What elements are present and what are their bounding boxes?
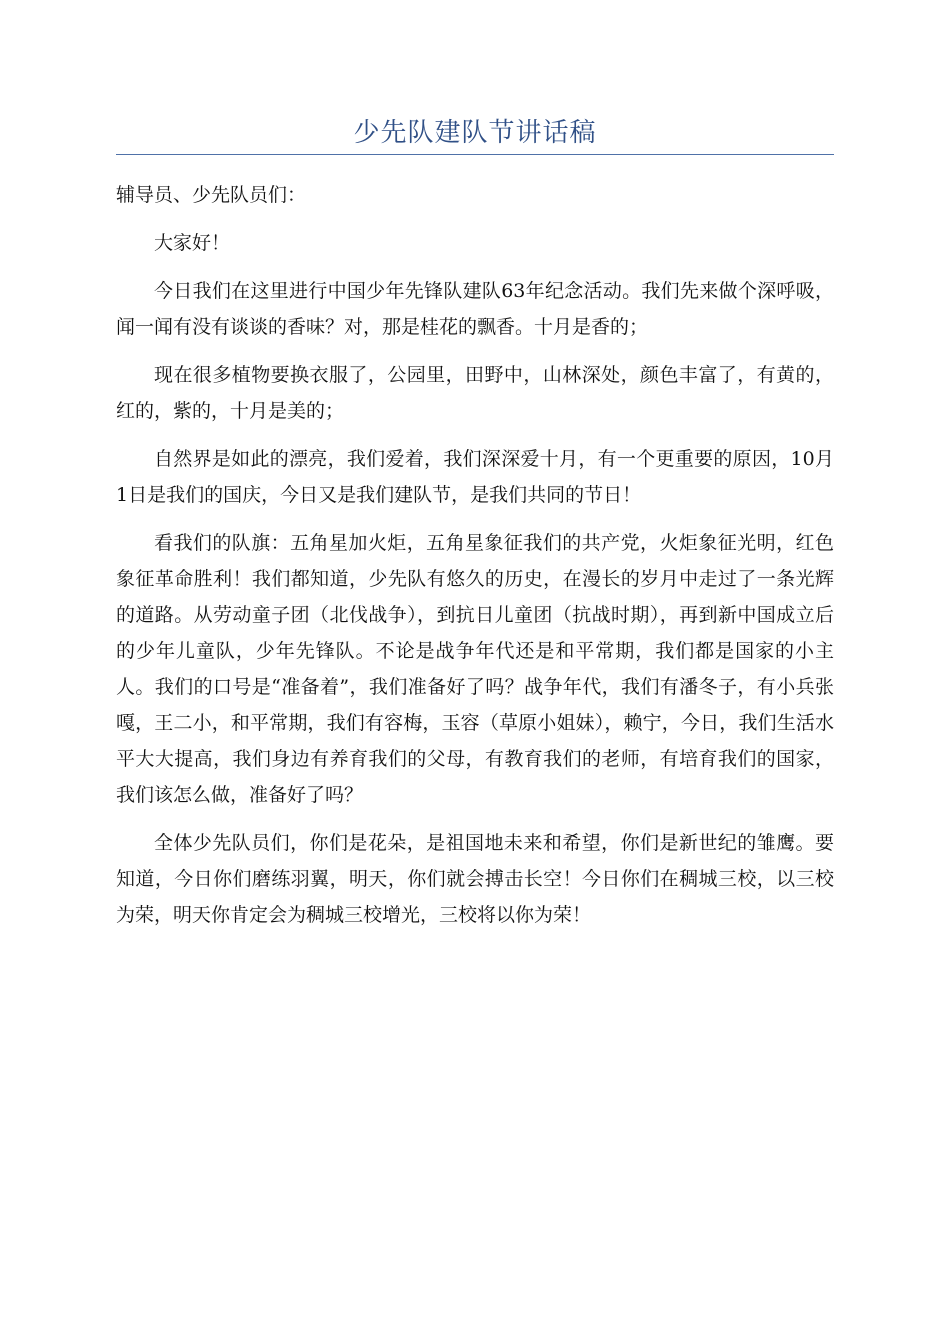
- paragraph: 现在很多植物要换衣服了，公园里，田野中，山林深处，颜色丰富了，有黄的，红的，紫的，十月是美的；: [116, 364, 834, 422]
- paragraph: 全体少先队员们，你们是花朵，是祖国地未来和希望，你们是新世纪的雏鹰。要知道，今日你们磨练羽翼，明天，你们就会搏击长空！今日你们在稠城三校，以三校为荣，明天你肯定会为稠城三校增光，三校将以你为荣！: [116, 832, 834, 926]
- title-underline: [116, 154, 834, 155]
- document-page: [116, 0, 834, 945]
- paragraph: 看我们的队旗：五角星加火炬，五角星象征我们的共产党，火炬象征光明，红色象征革命胜利！我们都知道，少先队有悠久的历史，在漫长的岁月中走过了一条光辉的道路。从劳动童子团（北伐战争），到抗日儿童团（抗战时期），再到新中国成立后的少年儿童队，少年先锋队。不论是战争年代还是和平常期，我们都是国家的小主人。我们的口号是“准备着”，我们准备好了吗？战争年代，我们有潘冬子，有小兵张嘎，王二小，和平常期，我们有容梅，玉容（草原小姐妹），赖宁，今日，我们生活水平大大提高，我们身边有养育我们的父母，有教育我们的老师，有培育我们的国家，我们该怎么做，准备好了吗？: [116, 532, 834, 806]
- paragraph: 自然界是如此的漂亮，我们爱着，我们深深爱十月，有一个更重要的原因，10月1日是我们的国庆，今日又是我们建队节，是我们共同的节日！: [116, 448, 834, 506]
- salutation: 辅导员、少先队员们：: [116, 184, 307, 206]
- paragraph: 今日我们在这里进行中国少年先锋队建队63年纪念活动。我们先来做个深呼吸，闻一闻有没有谈谈的香味？对，那是桂花的飘香。十月是香的；: [116, 280, 834, 338]
- document-title: 少先队建队节讲话稿: [353, 118, 597, 148]
- document-body: [116, 177, 834, 933]
- paragraph-greeting: 大家好！: [154, 232, 231, 254]
